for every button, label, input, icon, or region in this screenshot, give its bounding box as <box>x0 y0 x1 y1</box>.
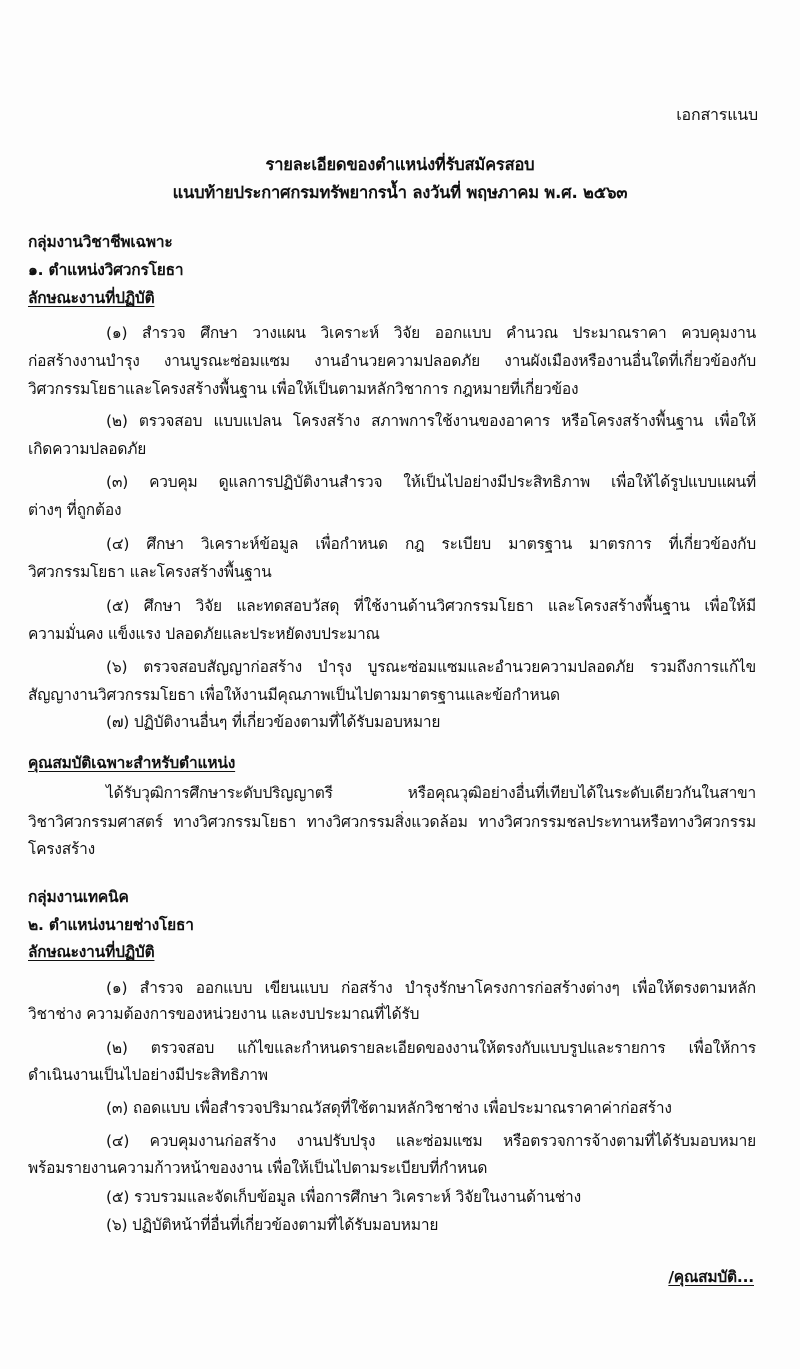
document-title: รายละเอียดของตำแหน่งที่รับสมัครสอบ <box>265 155 535 174</box>
duties-heading: ลักษณะงานที่ปฏิบัติ <box>28 943 155 961</box>
duty-line: (๓) ถอดแบบ เพื่อสำรวจปริมาณวัสดุที่ใช้ตามหลักวิชาช่าง เพื่อประมาณราคาค่าก่อสร้าง <box>106 1099 672 1117</box>
duty-line: (๑) สำรวจ ศึกษา วางแผน วิเคราะห์ วิจัย ออกแบบ คำนวณ ประมาณราคา ควบคุมงาน <box>106 324 756 342</box>
duty-line: (๖) ปฏิบัติหน้าที่อื่นที่เกี่ยวข้องตามที่ได้รับมอบหมาย <box>106 1216 439 1234</box>
duty-line: (๕) ศึกษา วิจัย และทดสอบวัสดุ ที่ใช้งานด้านวิศวกรรมโยธา และโครงสร้างพื้นฐาน เพื่อให้มี <box>106 597 756 615</box>
duty-line: (๒) ตรวจสอบ แบบแปลน โครงสร้าง สภาพการใช้งานของอาคาร หรือโครงสร้างพื้นฐาน เพื่อให้ <box>106 412 756 430</box>
qualifications-heading: คุณสมบัติเฉพาะสำหรับตำแหน่ง <box>28 754 236 772</box>
duty-line: (๗) ปฏิบัติงานอื่นๆ ที่เกี่ยวข้องตามที่ได้รับมอบหมาย <box>106 713 441 731</box>
qualification-line: โครงสร้าง <box>28 840 96 858</box>
duty-line: เกิดความปลอดภัย <box>28 440 147 458</box>
qualification-line: ได้รับวุฒิการศึกษาระดับปริญญาตรี หรือคุณวุฒิอย่างอื่นที่เทียบได้ในระดับเดียวกันในสาขา <box>106 784 756 802</box>
qualification-line: วิชาวิศวกรรมศาสตร์ ทางวิศวกรรมโยธา ทางวิศวกรรมสิ่งแวดล้อม ทางวิศวกรรมชลประทานหรือทางวิศวกรรม <box>28 813 756 831</box>
continued-marker: /คุณสมบัติ... <box>668 1268 754 1286</box>
duty-line: (๖) ตรวจสอบสัญญาก่อสร้าง บำรุง บูรณะซ่อมแซมและอำนวยความปลอดภัย รวมถึงการแก้ไข <box>106 658 756 676</box>
duty-line: (๔) ควบคุมงานก่อสร้าง งานปรับปรุง และซ่อมแซม หรือตรวจการจ้างตามที่ได้รับมอบหมาย <box>106 1132 756 1150</box>
duty-line: วิศวกรรมโยธาและโครงสร้างพื้นฐาน เพื่อให้เป็นตามหลักวิชาการ กฎหมายที่เกี่ยวข้อง <box>28 380 579 398</box>
duty-line: (๒) ตรวจสอบ แก้ไขและกำหนดรายละเอียดของงานให้ตรงกับแบบรูปและรายการ เพื่อให้การ <box>106 1039 756 1057</box>
group-heading-professional: กลุ่มงานวิชาชีพเฉพาะ <box>28 233 173 251</box>
group-heading-technical: กลุ่มงานเทคนิค <box>28 888 129 906</box>
position-heading-civil-technician: ๒. ตำแหน่งนายช่างโยธา <box>28 916 194 934</box>
duty-line: (๓) ควบคุม ดูแลการปฏิบัติงานสำรวจ ให้เป็นไปอย่างมีประสิทธิภาพ เพื่อให้ได้รูปแบบแผนที่ <box>106 473 756 491</box>
duty-line: วิชาช่าง ความต้องการของหน่วยงาน และงบประมาณที่ได้รับ <box>28 1005 420 1023</box>
attachment-label: เอกสารแนบ <box>676 105 758 124</box>
duty-line: (๔) ศึกษา วิเคราะห์ข้อมูล เพื่อกำหนด กฎ ระเบียบ มาตรฐาน มาตรการ ที่เกี่ยวข้องกับ <box>106 535 756 553</box>
duty-line: ความมั่นคง แข็งแรง ปลอดภัยและประหยัดงบประมาณ <box>28 625 380 643</box>
duty-line: ดำเนินงานเป็นไปอย่างมีประสิทธิภาพ <box>28 1066 268 1084</box>
duty-line: (๑) สำรวจ ออกแบบ เขียนแบบ ก่อสร้าง บำรุงรักษาโครงการก่อสร้างต่างๆ เพื่อให้ตรงตามหลัก <box>106 979 756 997</box>
duty-line: ก่อสร้างงานบำรุง งานบูรณะซ่อมแซม งานอำนวยความปลอดภัย งานผังเมืองหรืองานอื่นใดที่เกี่ยวข้องกับ <box>28 352 756 370</box>
duties-heading: ลักษณะงานที่ปฏิบัติ <box>28 289 155 307</box>
duty-line: สัญญางานวิศวกรรมโยธา เพื่อให้งานมีคุณภาพเป็นไปตามมาตรฐานและข้อกำหนด <box>28 686 560 704</box>
document-subtitle: แนบท้ายประกาศกรมทรัพยากรน้ำ ลงวันที่ พฤษภาคม พ.ศ. ๒๕๖๓ <box>172 183 628 202</box>
duty-line: ต่างๆ ที่ถูกต้อง <box>28 501 122 519</box>
duty-line: (๕) รวบรวมและจัดเก็บข้อมูล เพื่อการศึกษา วิเคราะห์ วิจัยในงานด้านช่าง <box>106 1188 581 1206</box>
duty-line: วิศวกรรมโยธา และโครงสร้างพื้นฐาน <box>28 563 272 581</box>
duty-line: พร้อมรายงานความก้าวหน้าของงาน เพื่อให้เป็นไปตามระเบียบที่กำหนด <box>28 1159 488 1177</box>
position-heading-civil-engineer: ๑. ตำแหน่งวิศวกรโยธา <box>28 261 184 279</box>
